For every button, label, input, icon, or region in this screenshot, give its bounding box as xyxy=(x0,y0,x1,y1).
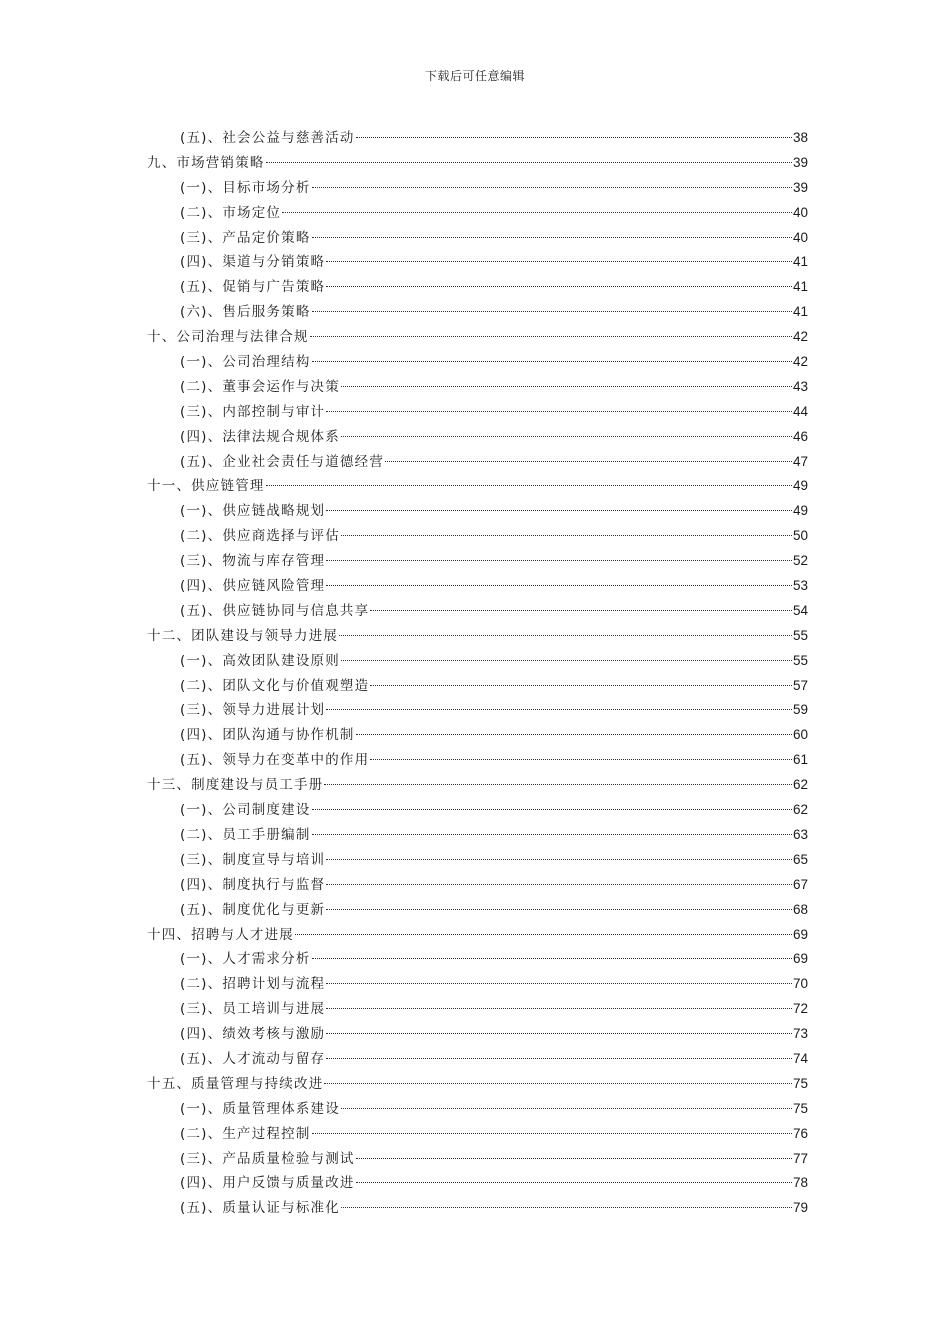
toc-entry-label: 九、市场营销策略 xyxy=(147,154,265,171)
toc-dot-leader xyxy=(266,162,792,163)
toc-dot-leader xyxy=(312,1133,792,1134)
toc-entry-label: (三)、产品质量检验与测试 xyxy=(180,1150,355,1167)
toc-page-number: 59 xyxy=(792,702,808,718)
toc-dot-leader xyxy=(341,1108,792,1109)
toc-dot-leader xyxy=(356,1158,792,1159)
toc-chapter-entry[interactable] xyxy=(147,923,808,948)
toc-chapter-entry[interactable] xyxy=(147,1072,808,1097)
toc-page-number: 73 xyxy=(792,1026,808,1042)
toc-section-entry[interactable] xyxy=(147,1122,808,1147)
toc-entry-label: (三)、内部控制与审计 xyxy=(180,403,326,420)
toc-page-number: 49 xyxy=(792,478,808,494)
toc-section-entry[interactable] xyxy=(147,275,808,300)
toc-entry-label: (一)、质量管理体系建设 xyxy=(180,1100,340,1117)
table-of-contents xyxy=(147,126,808,1221)
toc-dot-leader xyxy=(370,610,792,611)
toc-section-entry[interactable] xyxy=(147,599,808,624)
toc-dot-leader xyxy=(326,585,792,586)
toc-section-entry[interactable] xyxy=(147,425,808,450)
toc-entry-label: (二)、生产过程控制 xyxy=(180,1125,311,1142)
toc-dot-leader xyxy=(385,461,792,462)
toc-dot-leader xyxy=(326,1008,792,1009)
toc-entry-label: (五)、领导力在变革中的作用 xyxy=(180,752,370,769)
toc-entry-label: (三)、员工培训与进展 xyxy=(180,1001,326,1018)
toc-section-entry[interactable] xyxy=(147,201,808,226)
toc-entry-label: (二)、员工手册编制 xyxy=(180,826,311,843)
toc-entry-label: (五)、社会公益与慈善活动 xyxy=(180,130,355,146)
toc-entry-label: (五)、质量认证与标准化 xyxy=(180,1200,340,1217)
toc-page-number: 70 xyxy=(792,976,808,992)
toc-dot-leader xyxy=(266,485,792,486)
toc-page-number: 77 xyxy=(792,1150,808,1166)
toc-page-number: 42 xyxy=(792,329,808,345)
toc-dot-leader xyxy=(356,734,792,735)
toc-section-entry[interactable] xyxy=(147,1171,808,1196)
toc-dot-leader xyxy=(326,261,792,262)
toc-page-number: 39 xyxy=(792,154,808,170)
toc-dot-leader xyxy=(341,535,792,536)
toc-page-number: 63 xyxy=(792,826,808,842)
toc-section-entry[interactable] xyxy=(147,549,808,574)
toc-dot-leader xyxy=(326,884,792,885)
toc-dot-leader xyxy=(356,1182,792,1183)
toc-entry-label: (四)、法律法规合规体系 xyxy=(180,428,340,445)
toc-dot-leader xyxy=(341,386,792,387)
toc-page-number: 49 xyxy=(792,503,808,519)
toc-page-number: 38 xyxy=(792,130,808,145)
toc-dot-leader xyxy=(326,510,792,511)
toc-chapter-entry[interactable] xyxy=(147,624,808,649)
toc-entry-label: (一)、人才需求分析 xyxy=(180,951,311,968)
page-header: 下载后可任意编辑 xyxy=(424,69,525,83)
toc-entry-label: 十三、制度建设与员工手册 xyxy=(147,777,324,794)
toc-page-number: 50 xyxy=(792,528,808,544)
toc-page-number: 47 xyxy=(792,453,808,469)
toc-entry-label: (四)、供应链风险管理 xyxy=(180,578,326,595)
toc-page-number: 41 xyxy=(792,279,808,295)
toc-page-number: 62 xyxy=(792,802,808,818)
toc-page-number: 78 xyxy=(792,1175,808,1191)
toc-dot-leader xyxy=(312,958,792,959)
toc-dot-leader xyxy=(326,859,792,860)
toc-section-entry[interactable] xyxy=(147,574,808,599)
toc-page-number: 52 xyxy=(792,553,808,569)
toc-section-entry[interactable] xyxy=(147,400,808,425)
toc-dot-leader xyxy=(370,685,792,686)
toc-dot-leader xyxy=(339,635,792,636)
toc-page-number: 69 xyxy=(792,951,808,967)
toc-entry-label: (五)、供应链协同与信息共享 xyxy=(180,602,370,619)
toc-section-entry[interactable] xyxy=(147,823,808,848)
toc-dot-leader xyxy=(326,411,792,412)
toc-section-entry[interactable] xyxy=(147,1147,808,1172)
toc-page-number: 43 xyxy=(792,378,808,394)
toc-chapter-entry[interactable] xyxy=(147,474,808,499)
toc-entry-label: (四)、用户反馈与质量改进 xyxy=(180,1175,355,1192)
toc-section-entry[interactable] xyxy=(147,1097,808,1122)
toc-entry-label: (二)、招聘计划与流程 xyxy=(180,976,326,993)
toc-dot-leader xyxy=(370,759,792,760)
toc-dot-leader xyxy=(326,709,792,710)
toc-page-number: 75 xyxy=(792,1100,808,1116)
toc-dot-leader xyxy=(356,137,792,138)
toc-section-entry[interactable] xyxy=(147,450,808,475)
toc-page-number: 40 xyxy=(792,204,808,220)
toc-page-number: 74 xyxy=(792,1050,808,1066)
toc-entry-label: 十五、质量管理与持续改进 xyxy=(147,1075,324,1092)
toc-page-number: 60 xyxy=(792,727,808,743)
toc-dot-leader xyxy=(324,784,792,785)
toc-section-entry[interactable] xyxy=(147,499,808,524)
toc-page-number: 65 xyxy=(792,851,808,867)
toc-section-entry[interactable] xyxy=(147,972,808,997)
toc-page-number: 44 xyxy=(792,403,808,419)
toc-entry-label: 十、公司治理与法律合规 xyxy=(147,329,309,346)
toc-page-number: 67 xyxy=(792,876,808,892)
toc-page-number: 54 xyxy=(792,602,808,618)
toc-section-entry[interactable] xyxy=(147,947,808,972)
toc-section-entry[interactable] xyxy=(147,176,808,201)
toc-page-number: 76 xyxy=(792,1125,808,1141)
toc-section-entry[interactable] xyxy=(147,698,808,723)
toc-entry-label: (四)、团队沟通与协作机制 xyxy=(180,727,355,744)
toc-page-number: 42 xyxy=(792,354,808,370)
toc-section-entry[interactable] xyxy=(147,1196,808,1221)
toc-dot-leader xyxy=(310,336,792,337)
toc-section-entry[interactable] xyxy=(147,997,808,1022)
toc-dot-leader xyxy=(326,560,792,561)
toc-dot-leader xyxy=(312,237,792,238)
toc-entry-label: (一)、高效团队建设原则 xyxy=(180,652,340,669)
toc-entry-label: (二)、供应商选择与评估 xyxy=(180,528,340,545)
toc-dot-leader xyxy=(326,286,792,287)
toc-dot-leader xyxy=(295,934,792,935)
toc-entry-label: (三)、领导力进展计划 xyxy=(180,702,326,719)
toc-entry-label: 十一、供应链管理 xyxy=(147,478,265,495)
toc-dot-leader xyxy=(341,436,792,437)
toc-entry-label: (一)、公司制度建设 xyxy=(180,802,311,819)
toc-entry-label: (三)、物流与库存管理 xyxy=(180,553,326,570)
toc-entry-label: (一)、公司治理结构 xyxy=(180,354,311,371)
toc-entry-label: (二)、团队文化与价值观塑造 xyxy=(180,677,370,694)
toc-page-number: 57 xyxy=(792,677,808,693)
toc-page-number: 69 xyxy=(792,926,808,942)
toc-dot-leader xyxy=(341,1207,792,1208)
toc-section-entry[interactable] xyxy=(147,748,808,773)
toc-entry-label: (三)、产品定价策略 xyxy=(180,229,311,246)
toc-entry-label: (四)、渠道与分销策略 xyxy=(180,254,326,271)
toc-section-entry[interactable] xyxy=(147,250,808,275)
toc-section-entry[interactable] xyxy=(147,848,808,873)
toc-entry-label: (五)、促销与广告策略 xyxy=(180,279,326,296)
toc-page-number: 46 xyxy=(792,428,808,444)
toc-dot-leader xyxy=(312,311,792,312)
toc-section-entry[interactable] xyxy=(147,723,808,748)
toc-page-number: 79 xyxy=(792,1200,808,1216)
toc-dot-leader xyxy=(326,983,792,984)
toc-entry-label: (三)、制度宣导与培训 xyxy=(180,851,326,868)
toc-section-entry[interactable] xyxy=(147,350,808,375)
toc-section-entry[interactable] xyxy=(147,375,808,400)
toc-entry-label: (六)、售后服务策略 xyxy=(180,304,311,321)
toc-page-number: 72 xyxy=(792,1001,808,1017)
toc-chapter-entry[interactable] xyxy=(147,151,808,176)
toc-entry-label: (四)、制度执行与监督 xyxy=(180,876,326,893)
toc-entry-label: (五)、人才流动与留存 xyxy=(180,1050,326,1067)
toc-page-number: 41 xyxy=(792,254,808,270)
toc-entry-label: 十二、团队建设与领导力进展 xyxy=(147,627,339,644)
toc-entry-label: (一)、供应链战略规划 xyxy=(180,503,326,520)
toc-page-number: 62 xyxy=(792,777,808,793)
toc-entry-label: (四)、绩效考核与激励 xyxy=(180,1026,326,1043)
toc-dot-leader xyxy=(326,1058,792,1059)
toc-entry-label: 十四、招聘与人才进展 xyxy=(147,926,294,943)
toc-dot-leader xyxy=(312,834,792,835)
toc-entry-label: (二)、市场定位 xyxy=(180,204,282,221)
toc-page-number: 68 xyxy=(792,901,808,917)
toc-page-number: 55 xyxy=(792,652,808,668)
toc-page-number: 53 xyxy=(792,578,808,594)
toc-section-entry[interactable] xyxy=(147,226,808,251)
toc-entry-label: (二)、董事会运作与决策 xyxy=(180,378,340,395)
toc-page-number: 55 xyxy=(792,627,808,643)
toc-section-entry[interactable] xyxy=(147,300,808,325)
toc-dot-leader xyxy=(312,809,792,810)
toc-dot-leader xyxy=(326,1033,792,1034)
toc-page-number: 41 xyxy=(792,304,808,320)
toc-dot-leader xyxy=(324,1083,792,1084)
toc-page-number: 40 xyxy=(792,229,808,245)
toc-dot-leader xyxy=(312,187,792,188)
toc-section-entry[interactable] xyxy=(147,674,808,699)
toc-section-entry[interactable] xyxy=(147,898,808,923)
toc-page-number: 39 xyxy=(792,179,808,195)
toc-entry-label: (一)、目标市场分析 xyxy=(180,179,311,196)
toc-chapter-entry[interactable] xyxy=(147,325,808,350)
toc-dot-leader xyxy=(312,361,792,362)
toc-section-entry[interactable] xyxy=(147,1047,808,1072)
toc-chapter-entry[interactable] xyxy=(147,773,808,798)
toc-section-entry[interactable] xyxy=(147,649,808,674)
toc-dot-leader xyxy=(326,909,792,910)
toc-section-entry[interactable] xyxy=(147,1022,808,1047)
toc-section-entry[interactable] xyxy=(147,126,808,151)
toc-page-number: 75 xyxy=(792,1075,808,1091)
toc-section-entry[interactable] xyxy=(147,524,808,549)
toc-dot-leader xyxy=(341,660,792,661)
toc-entry-label: (五)、企业社会责任与道德经营 xyxy=(180,453,385,470)
toc-section-entry[interactable] xyxy=(147,873,808,898)
toc-entry-label: (五)、制度优化与更新 xyxy=(180,901,326,918)
toc-section-entry[interactable] xyxy=(147,798,808,823)
toc-page-number: 61 xyxy=(792,752,808,768)
toc-dot-leader xyxy=(282,212,792,213)
